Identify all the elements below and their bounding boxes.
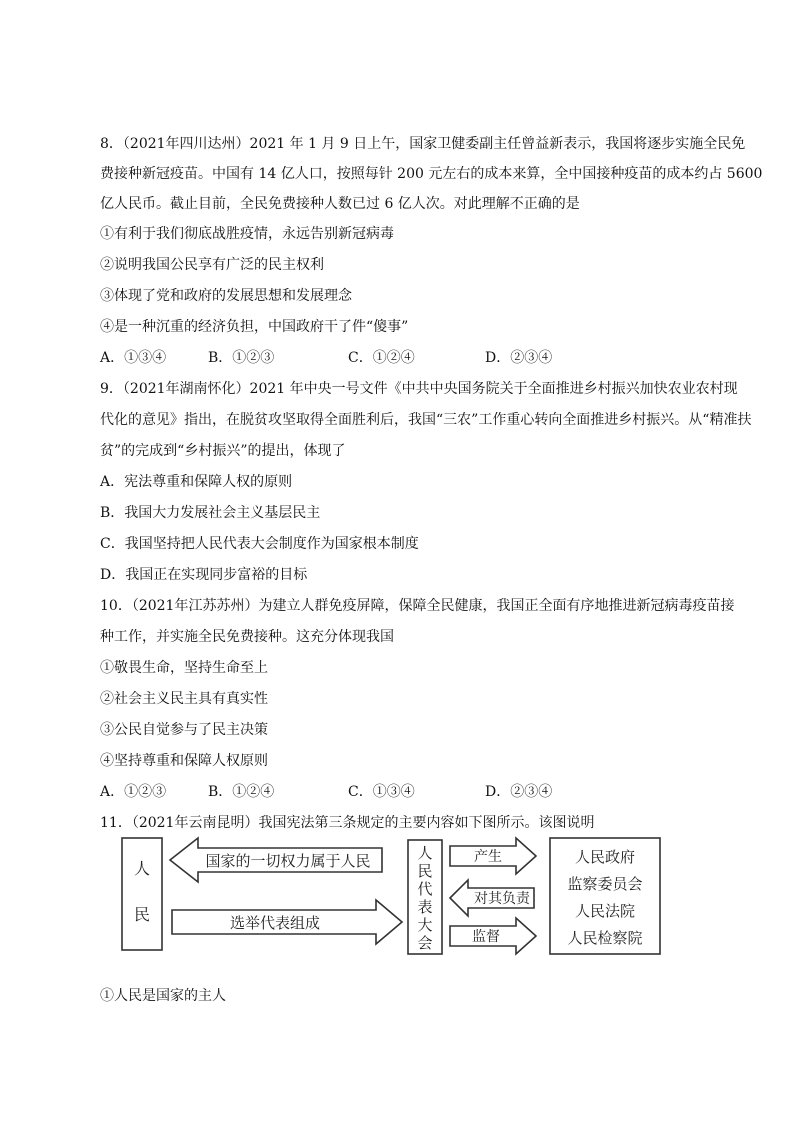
organ-procuratorate: 人民检察院 bbox=[567, 929, 643, 947]
produce-label: 产生 bbox=[474, 849, 502, 865]
q8-option-c[interactable]: C．①②④ bbox=[348, 350, 415, 366]
q9-option-a[interactable]: A．宪法尊重和保障人权的原则 bbox=[100, 474, 293, 490]
responsible-label: 对其负责 bbox=[474, 891, 530, 907]
q10-statement-1: ①敬畏生命，坚持生命至上 bbox=[100, 660, 268, 676]
npc-char-6: 会 bbox=[417, 934, 433, 952]
people-label-1: 人 bbox=[133, 859, 151, 878]
q10-statement-4: ④坚持尊重和保障人权原则 bbox=[100, 753, 268, 769]
people-box bbox=[122, 838, 162, 950]
npc-char-3: 代 bbox=[417, 880, 433, 898]
q9-stem-line-2: 代化的意见》指出，在脱贫攻坚取得全面胜利后，我国“三农”工作重心转向全面推进乡村振兴。从“精准扶 bbox=[100, 412, 752, 428]
q10-stem-line-1: 10．（2021年江苏苏州）为建立人群免疫屏障，保障全民健康，我国正全面有序地推进新冠病毒疫苗接 bbox=[100, 598, 735, 614]
organ-supervisory-commission: 监察委员会 bbox=[567, 875, 643, 893]
q10-statement-2: ②社会主义民主具有真实性 bbox=[100, 691, 268, 707]
elect-deputies-label: 选举代表组成 bbox=[229, 914, 321, 932]
q9-stem-line-3: 贫”的完成到“乡村振兴”的提出，体现了 bbox=[100, 443, 346, 459]
q11-stem-line-1: 11．（2021年云南昆明）我国宪法第三条规定的主要内容如下图所示。该图说明 bbox=[100, 815, 595, 831]
q8-stem-line-2: 费接种新冠疫苗。中国有 14 亿人口，按照每针 200 元左右的成本来算，全中国接种疫苗的成本约占 5600 bbox=[100, 166, 763, 182]
npc-char-4: 表 bbox=[417, 898, 433, 916]
supervise-label: 监督 bbox=[472, 929, 500, 945]
q10-option-a[interactable]: A．①②③ bbox=[100, 784, 167, 800]
q8-statement-2: ②说明我国公民享有广泛的民主权利 bbox=[100, 257, 324, 273]
q10-option-d[interactable]: D．②③④ bbox=[485, 784, 553, 800]
q8-statement-3: ③体现了党和政府的发展思想和发展理念 bbox=[100, 288, 352, 304]
q8-option-d[interactable]: D．②③④ bbox=[485, 350, 553, 366]
q10-option-c[interactable]: C．①③④ bbox=[348, 784, 415, 800]
q8-stem-line-3: 亿人民币。截止目前，全民免费接种人数已过 6 亿人次。对此理解不正确的是 bbox=[100, 196, 580, 212]
q11-statement-1: ①人民是国家的主人 bbox=[100, 988, 226, 1004]
npc-char-1: 人 bbox=[417, 844, 433, 862]
q8-option-b[interactable]: B．①②③ bbox=[208, 350, 275, 366]
q8-statement-1: ①有利于我们彻底战胜疫情，永远告别新冠病毒 bbox=[100, 226, 394, 242]
q9-stem-line-1: 9．（2021年湖南怀化）2021 年中央一号文件《中共中央国务院关于全面推进乡村振兴加快农业农村现 bbox=[100, 381, 738, 397]
q10-stem-line-2: 种工作，并实施全民免费接种。这充分体现我国 bbox=[100, 629, 394, 645]
q8-statement-4: ④是一种沉重的经济负担，中国政府干了件“傻事” bbox=[100, 319, 409, 335]
q10-statement-3: ③公民自觉参与了民主决策 bbox=[100, 722, 268, 738]
organ-government: 人民政府 bbox=[574, 848, 636, 866]
q8-stem-line-1: 8．（2021年四川达州）2021 年 1 月 9 日上午，国家卫健委副主任曾益新表示，我国将逐步实施全民免 bbox=[100, 136, 746, 152]
q9-option-b[interactable]: B．我国大力发展社会主义基层民主 bbox=[100, 505, 321, 521]
q8-option-a[interactable]: A．①③④ bbox=[100, 350, 167, 366]
power-belongs-label: 国家的一切权力属于人民 bbox=[205, 852, 371, 870]
constitution-article-3-diagram bbox=[120, 834, 668, 958]
npc-char-2: 民 bbox=[417, 862, 433, 880]
people-label-2: 民 bbox=[133, 905, 151, 924]
q9-option-c[interactable]: C．我国坚持把人民代表大会制度作为国家根本制度 bbox=[100, 536, 419, 552]
organ-court: 人民法院 bbox=[574, 902, 636, 920]
q9-option-d[interactable]: D．我国正在实现同步富裕的目标 bbox=[100, 567, 308, 583]
npc-char-5: 大 bbox=[417, 916, 433, 934]
q10-option-b[interactable]: B．①②④ bbox=[208, 784, 275, 800]
